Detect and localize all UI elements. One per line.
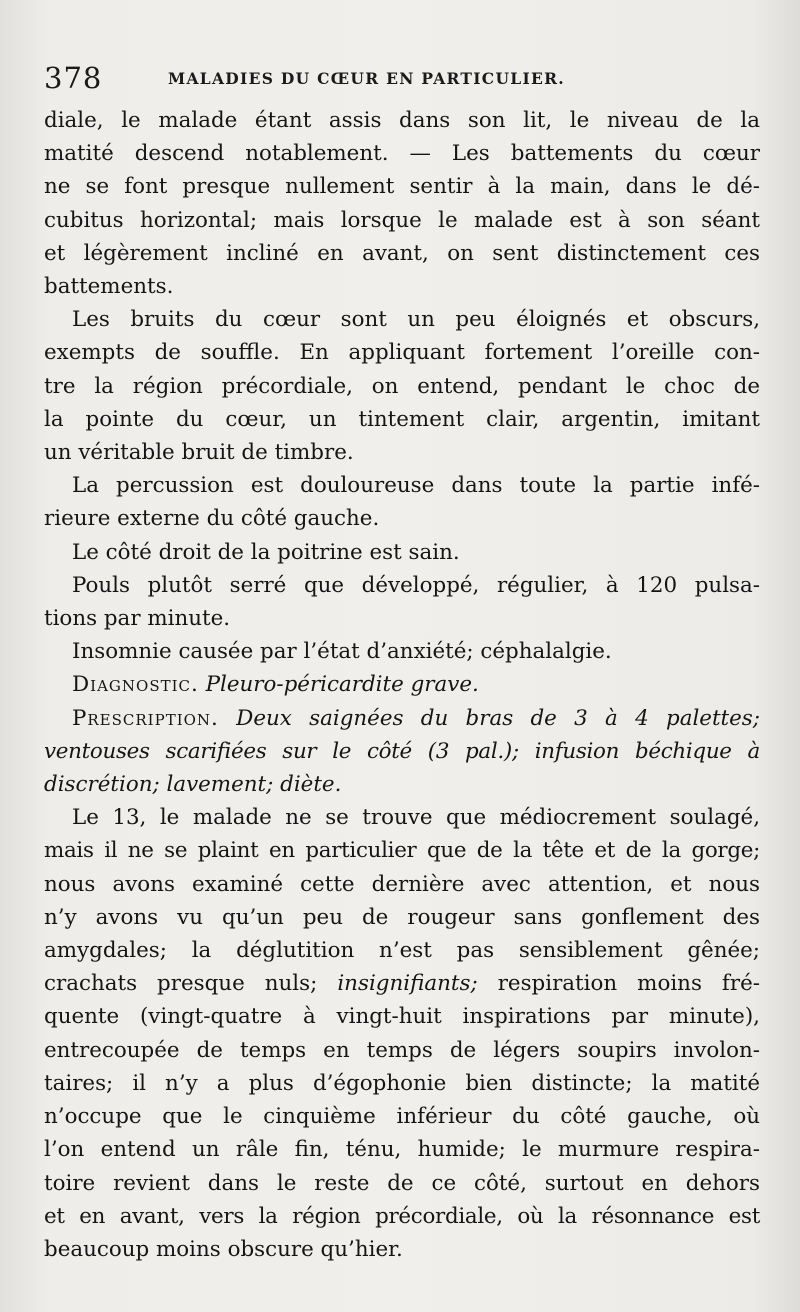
text-line: quente (vingt-quatre à vingt-huit inspirations par minute), <box>44 1004 760 1030</box>
text-line: Le 13, le malade ne se trouve que médiocrement soulagé, <box>72 805 760 831</box>
text-line: matité descend notablement. — Les battements du cœur <box>44 141 760 167</box>
prescription-line: discrétion; lavement; diète. <box>44 772 342 798</box>
text-line: taires; il n’y a plus d’égophonie bien distincte; la matité <box>44 1070 760 1096</box>
text-line: et en avant, vers la région précordiale, où la résonnance est <box>44 1203 760 1229</box>
text-line: La percussion est douloureuse dans toute la partie infé- <box>72 473 760 499</box>
text-line: n’y avons vu qu’un peu de rougeur sans gonflement des <box>44 904 760 930</box>
page-header <box>44 58 760 98</box>
text-line: Insomnie causée par l’état d’anxiété; céphalalgie. <box>72 639 612 665</box>
page-number: 378 <box>44 61 103 95</box>
body-text <box>44 104 760 1266</box>
text-line: exempts de souffle. En appliquant fortement l’oreille con- <box>44 340 760 366</box>
diagnostic-line <box>44 668 760 701</box>
prescription-line: ventouses scarifiées sur le côté (3 pal.); infusion béchique à <box>44 738 760 764</box>
crachats-italic: insignifiants; <box>337 971 478 997</box>
text-line: battements. <box>44 274 174 300</box>
text-line: l’on entend un râle fin, ténu, humide; le murmure respira- <box>44 1137 760 1163</box>
prescription-text: Deux saignées du bras de 3 à 4 palettes; <box>236 705 760 731</box>
diagnostic-text: Pleuro-péricardite grave. <box>205 672 479 698</box>
text-line: un véritable bruit de timbre. <box>44 440 354 466</box>
text-line: tions par minute. <box>44 606 231 632</box>
text-line: nous avons examiné cette dernière avec attention, et nous <box>44 871 760 897</box>
running-title: MALADIES DU CŒUR EN PARTICULIER. <box>168 69 566 88</box>
text-line: mais il ne se plaint en particulier que de la tête et de la gorge; <box>44 838 760 864</box>
prescription-line <box>44 702 760 735</box>
text-line: Le côté droit de la poitrine est sain. <box>72 539 460 565</box>
text-line: Les bruits du cœur sont un peu éloignés et obscurs, <box>72 307 760 333</box>
crachats-line <box>44 967 760 1000</box>
text-line: n’occupe que le cinquième inférieur du côté gauche, où <box>44 1104 760 1130</box>
crachats-before: crachats presque nuls; <box>44 971 318 997</box>
text-line: la pointe du cœur, un tintement clair, argentin, imitant <box>44 406 760 432</box>
text-line: rieure externe du côté gauche. <box>44 506 380 532</box>
diagnostic-label: Diagnostic. <box>72 672 199 698</box>
text-line: ne se font presque nullement sentir à la main, dans le dé- <box>44 174 760 200</box>
text-line: cubitus horizontal; mais lorsque le malade est à son séant <box>44 207 760 233</box>
text-line: diale, le malade étant assis dans son lit, le niveau de la <box>44 108 760 133</box>
text-line: et légèrement incliné en avant, on sent distinctement ces <box>44 240 760 266</box>
text-line: entrecoupée de temps en temps de légers soupirs involon- <box>44 1037 760 1063</box>
text-line: toire revient dans le reste de ce côté, surtout en dehors <box>44 1170 760 1196</box>
crachats-after: respiration moins fré- <box>497 971 760 997</box>
text-line: Pouls plutôt serré que développé, régulier, à 120 pulsa- <box>72 572 760 598</box>
text-line: beaucoup moins obscure qu’hier. <box>44 1236 403 1262</box>
text-line: tre la région précordiale, on entend, pendant le choc de <box>44 373 760 399</box>
prescription-label: Prescription. <box>72 705 219 731</box>
text-line: amygdales; la déglutition n’est pas sensiblement gênée; <box>44 938 760 964</box>
